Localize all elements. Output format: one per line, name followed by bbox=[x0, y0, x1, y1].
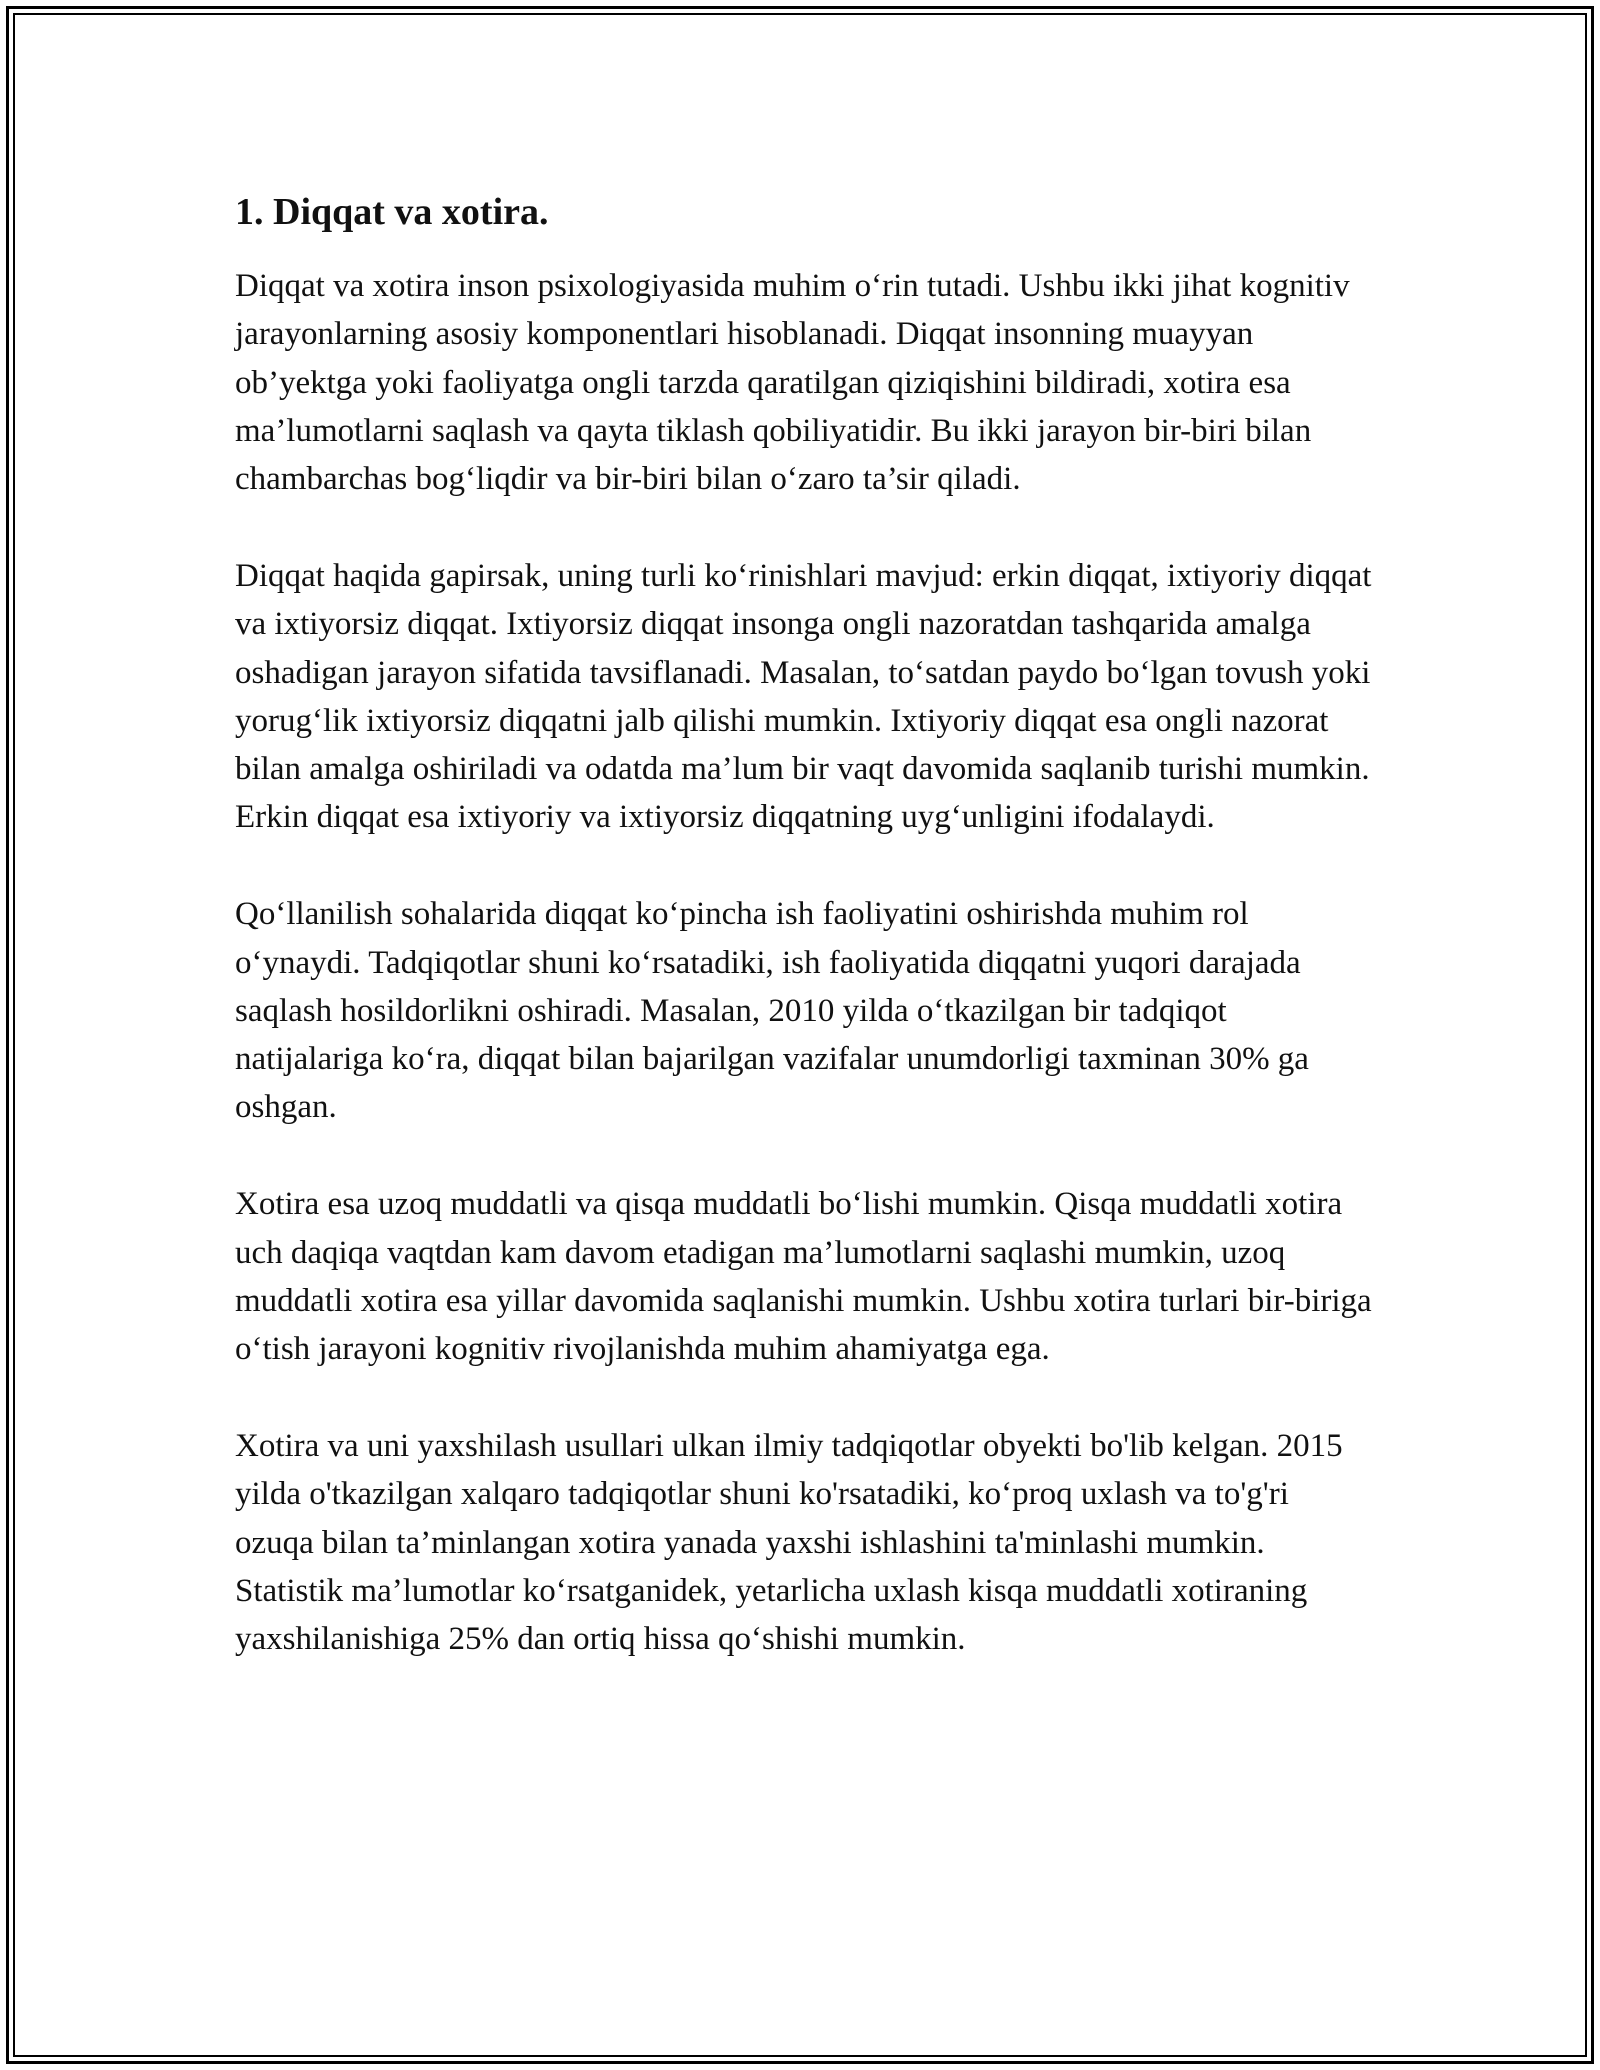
section-heading: 1. Diqqat va xotira. bbox=[235, 191, 549, 233]
paragraph-3: Qo‘llanilish sohalarida diqqat ko‘pincha ish faoliyatini oshirishda muhim rol o‘ynaydi. Tadqiqotlar shuni ko‘rsatadiki, ish faoliyatida diqqatni yuqori darajada saqlash hosildorlikni oshiradi. Masalan, 2010 yilda o‘tkazilgan bir tadqiqot natijalariga ko‘ra, diqqat bilan bajarilgan vazifalar unumdorligi taxminan 30% ga oshgan. bbox=[235, 896, 1309, 1126]
paragraph-4: Xotira esa uzoq muddatli va qisqa muddatli bo‘lishi mumkin. Qisqa muddatli xotira uch daqiqa vaqtdan kam davom etadigan ma’lumotlarni saqlashi mumkin, uzoq muddatli xotira esa yillar davomida saqlanishi mumkin. Ushbu xotira turlari bir-biriga o‘tish jarayoni kognitiv rivojlanishda muhim ahamiyatga ega. bbox=[235, 1186, 1372, 1368]
document-body bbox=[235, 182, 1375, 1712]
paragraph-5: Xotira va uni yaxshilash usullari ulkan ilmiy tadqiqotlar obyekti bo'lib kelgan. 2015 yilda o'tkazilgan xalqaro tadqiqotlar shuni ko'rsatadiki, ko‘proq uxlash va to'g'ri ozuqa bilan ta’minlangan xotira yanada yaxshi ishlashini ta'minlashi mumkin. Statistik ma’lumotlar ko‘rsatganidek, yetarlicha uxlash kisqa muddatli xotiraning yaxshilanishiga 25% dan ortiq hissa qo‘shishi mumkin. bbox=[235, 1427, 1343, 1658]
paragraph-2: Diqqat haqida gapirsak, uning turli ko‘rinishlari mavjud: erkin diqqat, ixtiyoriy diqqat va ixtiyorsiz diqqat. Ixtiyorsiz diqqat insonga ongli nazoratdan tashqarida amalga oshadigan jarayon sifatida tavsiflanadi. Masalan, to‘satdan paydo bo‘lgan tovush yoki yorug‘lik ixtiyorsiz diqqatni jalb qilishi mumkin. Ixtiyoriy diqqat esa ongli nazorat bilan amalga oshiriladi va odatda ma’lum bir vaqt davomida saqlanib turishi mumkin. Erkin diqqat esa ixtiyoriy va ixtiyorsiz diqqatning uyg‘unligini ifodalaydi. bbox=[235, 557, 1372, 836]
paragraph-1: Diqqat va xotira inson psixologiyasida muhim o‘rin tutadi. Ushbu ikki jihat kognitiv jarayonlarning asosiy komponentlari hisoblanadi. Diqqat insonning muayyan ob’yektga yoki faoliyatga ongli tarzda qaratilgan qiziqishini bildiradi, xotira esa ma’lumotlarni saqlash va qayta tiklash qobiliyatidir. Bu ikki jarayon bir-biri bilan chambarchas bog‘liqdir va bir-biri bilan o‘zaro ta’sir qiladi. bbox=[235, 268, 1350, 498]
